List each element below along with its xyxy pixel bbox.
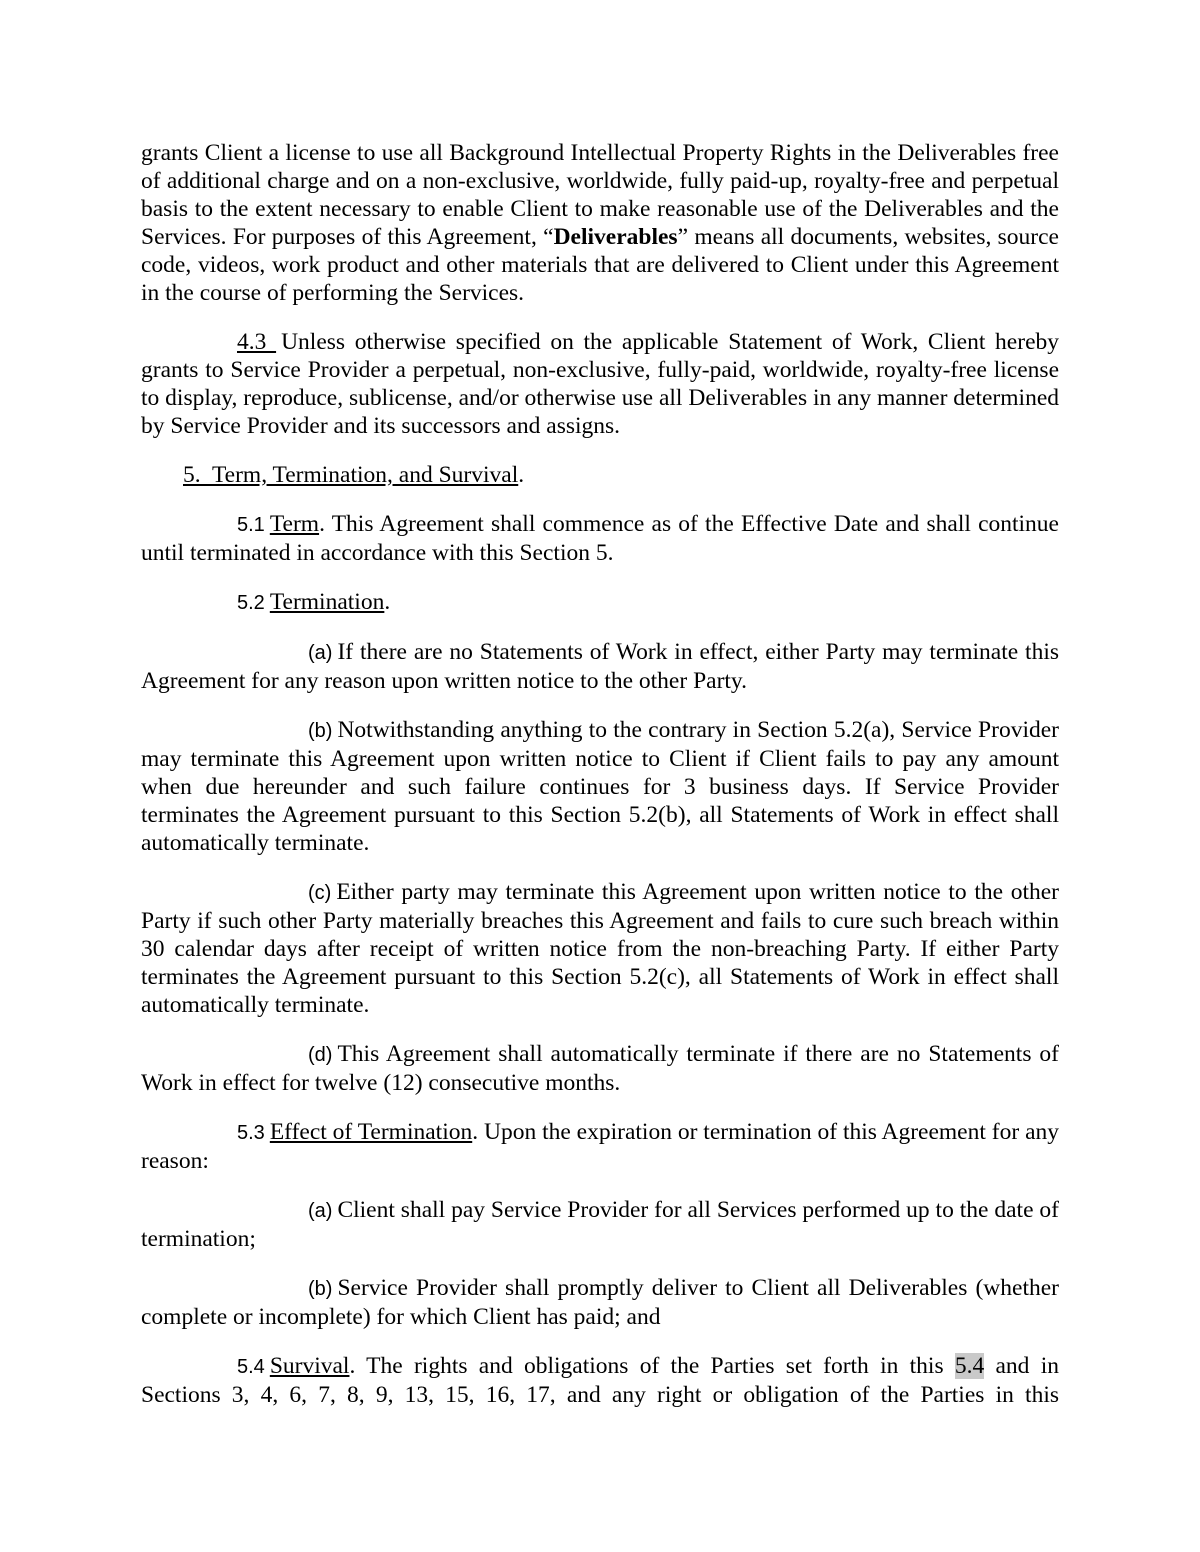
heading-5-term-termination-survival	[141, 461, 1059, 489]
section-title: Effect of Termination	[269, 1119, 473, 1145]
section-number: 5.4	[237, 1356, 265, 1378]
body-text: and in Sections 3, 4, 6, 7, 8, 9, 13, 15, 16, 17, and any right or obligation of the Parties in this	[141, 1353, 1059, 1408]
clause-letter: (b)	[308, 1278, 333, 1300]
section-5-4-survival	[141, 1352, 1059, 1409]
body-text: Either party may terminate this Agreement upon written notice to the other Party if such other Party materially breaches this Agreement and fails to cure such breach within 30 calendar days after receipt of written notice from the non-breaching Party. If either Party terminates the Agreement pursuant to this Section 5.2(c), all Statements of Work in effect shall automatically terminate.	[141, 879, 1059, 1018]
section-4-3	[141, 328, 1059, 440]
clause-5-2-b	[141, 716, 1059, 857]
section-period: .	[384, 589, 391, 615]
body-text: Client shall pay Service Provider for all Services performed up to the date of termination;	[141, 1197, 1059, 1252]
heading-text: 5. Term, Termination, and Survival	[183, 462, 519, 488]
body-text: grants Client a license to use all Background Intellectual Property Rights in the Deliverables free of additional charge and on a non-exclusive, worldwide, fully paid-up, royalty-free and perpetual basis to the extent necessary to enable Client to make reasonable use of the Deliverables and the Services. For purposes of this Agreement, “	[141, 140, 1059, 250]
body-text: Service Provider shall promptly deliver to Client all Deliverables (whether complete or incomplete) for which Client has paid; and	[141, 1275, 1059, 1330]
section-title: Survival	[269, 1353, 350, 1379]
section-5-2-termination	[141, 588, 1059, 617]
cross-reference-highlight: 5.4	[954, 1353, 985, 1379]
body-text: Unless otherwise specified on the applicable Statement of Work, Client hereby grants to Service Provider a perpetual, non-exclusive, fully-paid, worldwide, royalty-free license to display, reproduce, sublicense, and/or otherwise use all Deliverables in any manner determined by Service Provider and its successors and assigns.	[141, 329, 1059, 439]
body-text: This Agreement shall automatically terminate if there are no Statements of Work in effect for twelve (12) consecutive months.	[141, 1041, 1059, 1096]
clause-5-2-d	[141, 1040, 1059, 1097]
clause-letter: (b)	[308, 720, 333, 742]
section-5-1-term	[141, 510, 1059, 567]
clause-5-3-b	[141, 1274, 1059, 1331]
body-text: ” means all documents, websites, source code, videos, work product and other materials that are delivered to Client under this Agreement in the course of performing the Services.	[141, 224, 1059, 306]
section-number: 5.3	[237, 1122, 265, 1144]
section-5-3-effect-of-termination	[141, 1118, 1059, 1175]
section-title: Term	[269, 511, 320, 537]
clause-letter: (a)	[308, 642, 333, 664]
clause-5-2-c	[141, 878, 1059, 1019]
clause-letter: (c)	[308, 882, 332, 904]
heading-period: .	[518, 462, 525, 488]
clause-letter: (a)	[308, 1200, 333, 1222]
section-title: Termination	[269, 589, 385, 615]
defined-term-bold: Deliverables	[553, 224, 678, 250]
clause-5-2-a	[141, 638, 1059, 695]
section-number: 5.2	[237, 592, 265, 614]
paragraph-continuation	[141, 139, 1059, 307]
body-text: . Upon the expiration or termination of this Agreement for any reason:	[141, 1119, 1059, 1174]
body-text: . This Agreement shall commence as of the Effective Date and shall continue until terminated in accordance with this Section 5.	[141, 511, 1059, 566]
body-text: Notwithstanding anything to the contrary in Section 5.2(a), Service Provider may terminate this Agreement upon written notice to Client if Client fails to pay any amount when due hereunder and such failure continues for 3 business days. If Service Provider terminates the Agreement pursuant to this Section 5.2(b), all Statements of Work in effect shall automatically terminate.	[141, 717, 1059, 856]
body-text: If there are no Statements of Work in effect, either Party may terminate this Agreement for any reason upon written notice to the other Party.	[141, 639, 1059, 694]
section-number: 4.3	[237, 329, 277, 355]
section-number: 5.1	[237, 514, 265, 536]
clause-letter: (d)	[308, 1044, 333, 1066]
clause-5-3-a	[141, 1196, 1059, 1253]
body-text: . The rights and obligations of the Parties set forth in this	[349, 1353, 955, 1379]
